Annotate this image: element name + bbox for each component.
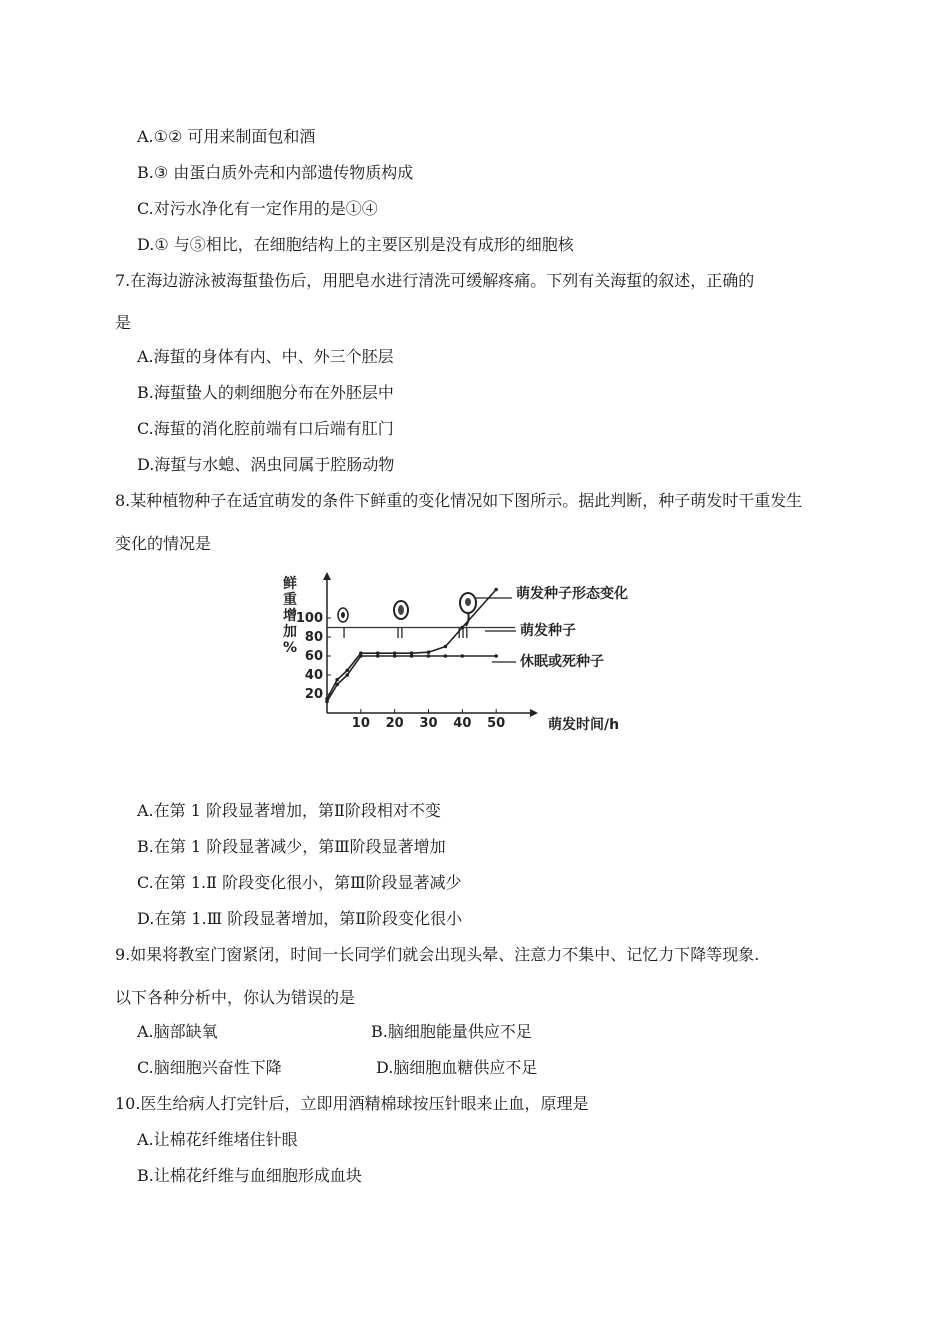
y-axis-label-char: 鲜 xyxy=(283,576,297,592)
x-axis-arrow xyxy=(530,709,538,717)
y-tick-label: 100 xyxy=(295,611,323,626)
x-tick-label: 10 xyxy=(351,716,370,731)
q8-stem-cont: 变化的情况是 xyxy=(115,534,212,553)
q6-option-a: A.①② 可用来制面包和酒 xyxy=(137,127,316,146)
series-point xyxy=(427,650,431,654)
q7-stem-cont: 是 xyxy=(115,313,132,332)
seed-stage-3-icon xyxy=(460,593,476,626)
q9-option-d: D.脑细胞血糖供应不足 xyxy=(376,1058,538,1077)
series-point xyxy=(376,654,380,658)
stage-label: II xyxy=(396,627,404,642)
seed-stage-1-icon xyxy=(338,608,348,622)
y-axis-arrow xyxy=(323,572,331,580)
chart-series xyxy=(325,588,498,704)
annotation-label: 萌发种子形态变化 xyxy=(516,586,628,602)
chart-axes xyxy=(296,572,538,731)
y-tick-label: 20 xyxy=(304,687,323,702)
annotation-label: 萌发种子 xyxy=(520,623,576,639)
seed-fresh-weight-chart xyxy=(270,568,670,748)
q7-option-b: B.海蜇蛰人的刺细胞分布在外胚层中 xyxy=(137,383,394,402)
x-tick-label: 40 xyxy=(453,716,472,731)
q8-stem: 8.某种植物种子在适宜萌发的条件下鲜重的变化情况如下图所示。据此判断，种子萌发时干重发生 xyxy=(115,491,803,510)
series-point xyxy=(335,678,339,682)
q7-option-c: C.海蜇的消化腔前端有口后端有肛门 xyxy=(137,419,394,438)
stage-label: I xyxy=(342,627,346,642)
series-point xyxy=(325,700,329,704)
series-line-0 xyxy=(327,590,496,699)
y-axis-label-char: 加 xyxy=(283,624,297,640)
series-point xyxy=(346,668,350,672)
seed-stage-2-icon xyxy=(394,601,408,619)
series-point xyxy=(494,654,498,658)
x-tick-label: 30 xyxy=(419,716,438,731)
q9-option-c: C.脑细胞兴奋性下降 xyxy=(137,1058,282,1077)
chart-labels xyxy=(283,575,628,733)
y-tick-label: 40 xyxy=(304,668,323,683)
q6-option-c: C.对污水净化有一定作用的是①④ xyxy=(137,199,378,218)
y-tick-label: 60 xyxy=(304,649,323,664)
q7-stem: 7.在海边游泳被海蜇蛰伤后，用肥皂水进行清洗可缓解疼痛。下列有关海蜇的叙述，正确的 xyxy=(115,271,755,290)
y-axis-label-char: % xyxy=(282,640,298,656)
y-axis-label-char: 重 xyxy=(283,592,297,608)
q9-option-a: A.脑部缺氧 xyxy=(137,1022,218,1041)
x-tick-label: 20 xyxy=(385,716,404,731)
q7-option-a: A.海蜇的身体有内、中、外三个胚层 xyxy=(137,347,394,366)
x-axis-label: 萌发时间/h xyxy=(548,717,620,733)
q9-stem: 9.如果将教室门窗紧闭，时间一长同学们就会出现头晕、注意力不集中、记忆力下降等现象. xyxy=(115,945,760,964)
q9-option-b: B.脑细胞能量供应不足 xyxy=(371,1022,532,1041)
q8-option-b: B.在第 1 阶段显著减少，第Ⅲ阶段显著增加 xyxy=(137,837,446,856)
annotation-label: 休眠或死种子 xyxy=(520,654,604,670)
q7-option-d: D.海蜇与水螅、涡虫同属于腔肠动物 xyxy=(137,455,395,474)
series-point xyxy=(427,654,431,658)
series-point xyxy=(393,654,397,658)
y-tick-label: 80 xyxy=(304,630,323,645)
q9-stem-cont: 以下各种分析中，你认为错误的是 xyxy=(115,988,356,1007)
series-point xyxy=(494,588,498,592)
series-point xyxy=(359,654,363,658)
q10-option-b: B.让棉花纤维与血细胞形成血块 xyxy=(137,1166,362,1185)
q10-stem: 10.医生给病人打完针后，立即用酒精棉球按压针眼来止血，原理是 xyxy=(115,1094,589,1113)
x-tick-label: 50 xyxy=(487,716,506,731)
q8-option-c: C.在第 1.Ⅱ 阶段变化很小，第Ⅲ阶段显著减少 xyxy=(137,873,462,892)
y-axis-label-char: 增 xyxy=(283,608,297,624)
q10-option-a: A.让棉花纤维堵住针眼 xyxy=(137,1130,298,1149)
series-point xyxy=(410,654,414,658)
stage-label: III xyxy=(457,627,469,642)
series-point xyxy=(346,673,350,677)
q8-option-a: A.在第 1 阶段显著增加，第Ⅱ阶段相对不变 xyxy=(137,801,441,820)
series-point xyxy=(335,683,339,687)
series-point xyxy=(444,645,448,649)
series-point xyxy=(461,654,465,658)
q6-option-d: D.① 与⑤相比，在细胞结构上的主要区别是没有成形的细胞核 xyxy=(137,235,574,254)
q8-option-d: D.在第 1.Ⅲ 阶段显著增加，第Ⅱ阶段变化很小 xyxy=(137,909,463,928)
q6-option-b: B.③ 由蛋白质外壳和内部遗传物质构成 xyxy=(137,163,414,182)
series-point xyxy=(444,654,448,658)
